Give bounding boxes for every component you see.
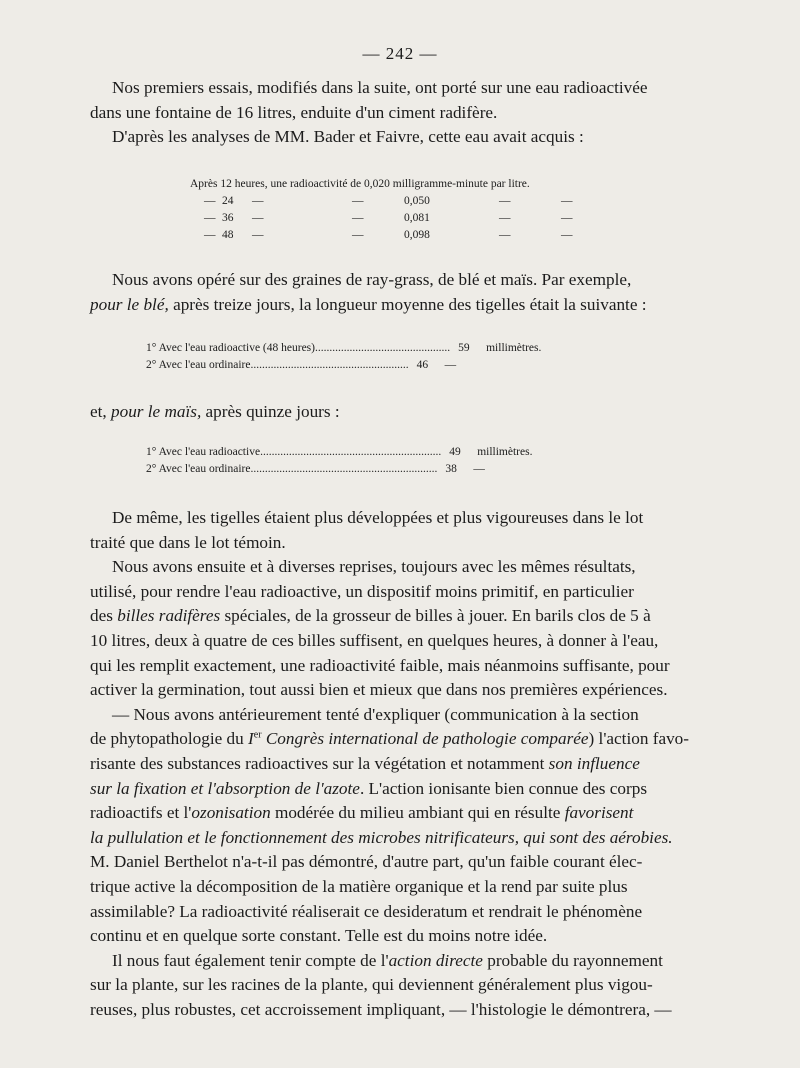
analysis-table (190, 176, 630, 244)
text-line: qui les remplit exactement, une radioactivité faible, mais néanmoins suffisante, pour (90, 655, 670, 675)
text-line: M. Daniel Berthelot n'a-t-il pas démontré, d'autre part, qu'un faible courant élec- (90, 852, 643, 872)
result-unit: — (473, 463, 485, 475)
text-line: pour le blé, après treize jours, la longueur moyenne des tigelles était la suivante : (90, 294, 647, 314)
paragraph-mais (90, 400, 712, 425)
analysis-row: — 36 — — 0,081 — — (190, 210, 630, 227)
text-line: — Nous avons antérieurement tenté d'expliquer (communication à la section (112, 704, 639, 724)
paragraph-grains (90, 268, 712, 317)
mais-results (146, 444, 666, 478)
text-line: risante des substances radioactives sur la végétation et notamment son influence (90, 753, 640, 773)
result-row: 1° Avec l'eau radioactive ............................................................... 49 millimètres. (146, 444, 666, 461)
text-line: reuses, plus robustes, cet accroissement impliquant, — l'histologie le démontrera, — (90, 999, 672, 1019)
text-line: la pullulation et le fonctionnement des microbes nitrificateurs, qui sont des aérobies. (90, 827, 673, 847)
text-line: et, pour le maïs, après quinze jours : (90, 402, 340, 421)
analysis-hours: 48 (222, 229, 234, 241)
analysis-row: — 24 — — 0,050 — — (190, 193, 630, 210)
analysis-value: 0,081 (404, 212, 430, 224)
dot-leader: ............................................................... (260, 446, 442, 458)
text-line: sur la plante, sur les racines de la plante, qui deviennent généralement plus vigou- (90, 975, 653, 995)
result-value: 59 (458, 342, 470, 354)
text-line: Il nous faut également tenir compte de l'action directe probable du rayonnement (112, 950, 663, 970)
analysis-value: 0,098 (404, 229, 430, 241)
text-line: des billes radifères spéciales, de la grosseur de billes à jouer. En barils clos de 5 à (90, 606, 651, 626)
text-line: D'après les analyses de MM. Bader et Faivre, cette eau avait acquis : (112, 127, 584, 147)
text-line: Nous avons opéré sur des graines de ray-grass, de blé et maïs. Par exemple, (112, 270, 632, 289)
text-line: 10 litres, deux à quatre de ces billes suffisent, en quelques heures, à donner à l'eau, (90, 630, 659, 650)
page-number: — 242 — (362, 44, 438, 63)
result-row: 2° Avec l'eau ordinaire ....................................................... 46 — (146, 357, 666, 374)
text-line: Nous avons ensuite et à diverses reprises, toujours avec les mêmes résultats, (112, 557, 636, 577)
dot-leader: ............................................... (314, 342, 451, 354)
text-line: assimilable? La radioactivité réaliserait ce desideratum et rendrait le phénomène (90, 901, 643, 921)
text-line: sur la fixation et l'absorption de l'azote. L'action ionisante bien connue des corps (90, 778, 648, 798)
text-line: de phytopathologie du Ier Congrès international de pathologie comparée) l'action favo- (90, 729, 689, 749)
result-unit: millimètres. (477, 446, 533, 458)
dot-leader: ....................................................... (250, 359, 409, 371)
dot-leader: ................................................................. (250, 463, 438, 475)
text-line: radioactifs et l'ozonisation modérée du milieu ambiant qui en résulte favorisent (90, 803, 634, 823)
text-line: traité que dans le lot témoin. (90, 532, 286, 552)
analysis-row: — 48 — — 0,098 — — (190, 227, 630, 244)
result-row: 2° Avec l'eau ordinaire ................................................................. 38 — (146, 461, 666, 478)
analysis-value: 0,050 (404, 195, 430, 207)
paragraph-intro (90, 76, 712, 150)
result-unit: millimètres. (486, 342, 542, 354)
text-line: continu et en quelque sorte constant. Telle est du moins notre idée. (90, 926, 548, 946)
result-row: 1° Avec l'eau radioactive (48 heures) ............................................... 59 millimètres. (146, 340, 666, 357)
analysis-first-row: Après 12 heures, une radioactivité de 0,020 milligramme-minute par litre. (190, 178, 530, 190)
analysis-hours: 36 (222, 212, 234, 224)
result-unit: — (444, 359, 457, 371)
text-line: activer la germination, tout aussi bien et mieux que dans nos premières expériences. (90, 680, 668, 700)
main-body (90, 506, 712, 1022)
text-line: trique active la décomposition de la matière organique et la rend par suite plus (90, 876, 628, 896)
text-line: De même, les tigelles étaient plus développées et plus vigoureuses dans le lot (112, 508, 644, 527)
text-line: Nos premiers essais, modifiés dans la suite, ont porté sur une eau radioactivée (112, 78, 648, 97)
ble-results (146, 340, 666, 374)
text-line: dans une fontaine de 16 litres, enduite d'un ciment radifère. (90, 102, 498, 122)
result-value: 46 (416, 359, 429, 371)
result-value: 49 (449, 446, 461, 458)
analysis-hours: 24 (222, 195, 234, 207)
text-line: utilisé, pour rendre l'eau radioactive, un dispositif moins primitif, en particulier (90, 581, 634, 601)
result-value: 38 (445, 463, 457, 475)
